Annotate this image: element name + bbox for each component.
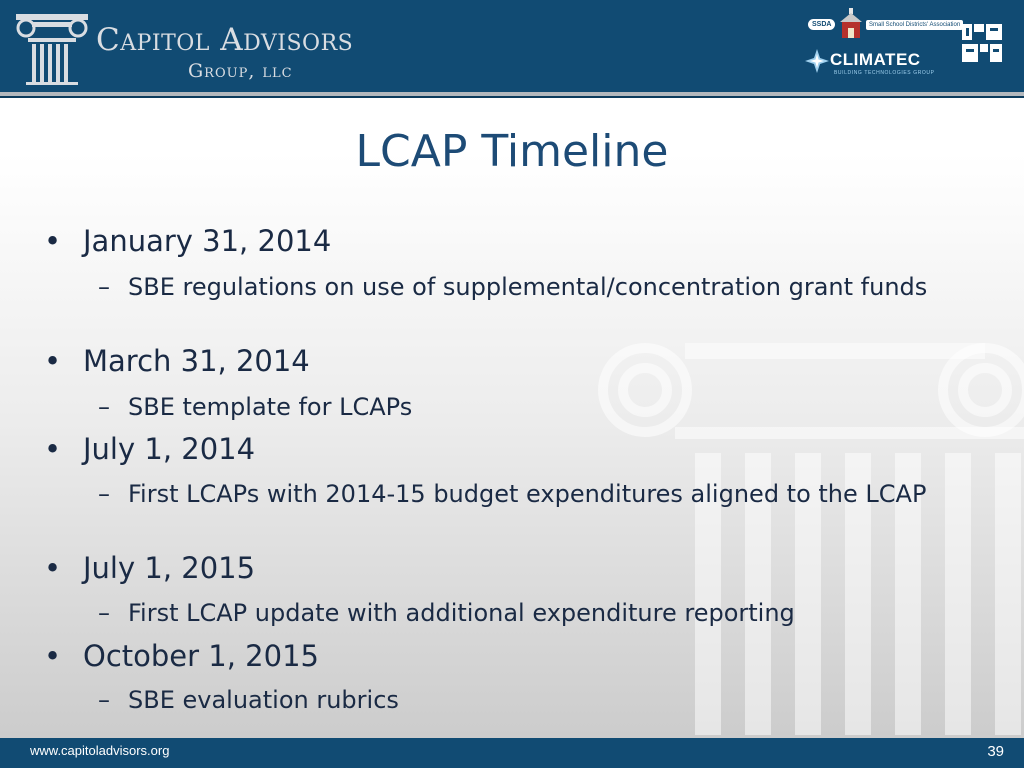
sub-bullet-text: First LCAPs with 2014-15 budget expenditures aligned to the LCAP [128, 480, 927, 508]
bullet-dot-icon: • [44, 639, 62, 673]
bullet-dot-icon: • [44, 551, 62, 585]
sub-bullet-text: SBE template for LCAPs [128, 393, 413, 421]
bullet-dot-icon: • [44, 224, 62, 258]
climatec-tagline: BUILDING TECHNOLOGIES GROUP [834, 70, 935, 76]
bullet-date: July 1, 2015 [83, 551, 256, 585]
dash-icon: – [98, 480, 110, 508]
bullet-date: March 31, 2014 [83, 344, 310, 378]
bullet-dot-icon: • [44, 432, 62, 466]
ssda-label: SSDA [808, 19, 835, 30]
slide-title: LCAP Timeline [355, 126, 669, 177]
page-number: 39 [987, 743, 1004, 760]
dash-icon: – [98, 686, 110, 714]
dash-icon: – [98, 599, 110, 627]
bullet-date: January 31, 2014 [83, 224, 332, 258]
sub-bullet-text: First LCAP update with additional expenditure reporting [128, 599, 795, 627]
ssda-full-name: Small School Districts' Association [866, 20, 963, 30]
bullet-date: October 1, 2015 [83, 639, 319, 673]
climatec-name: CLIMATEC [830, 50, 921, 69]
sub-bullet-text: SBE regulations on use of supplemental/concentration grant funds [128, 273, 928, 301]
slide-footer [0, 738, 1024, 768]
sub-bullet-text: SBE evaluation rubrics [128, 686, 399, 714]
brand-subtitle: Group, llc [188, 60, 293, 82]
bullet-dot-icon: • [44, 344, 62, 378]
brand-name: Capitol Advisors [96, 22, 354, 58]
footer-website-link[interactable]: www.capitoladvisors.org [30, 743, 170, 758]
dash-icon: – [98, 273, 110, 301]
bullet-date: July 1, 2014 [83, 432, 256, 466]
dash-icon: – [98, 393, 110, 421]
